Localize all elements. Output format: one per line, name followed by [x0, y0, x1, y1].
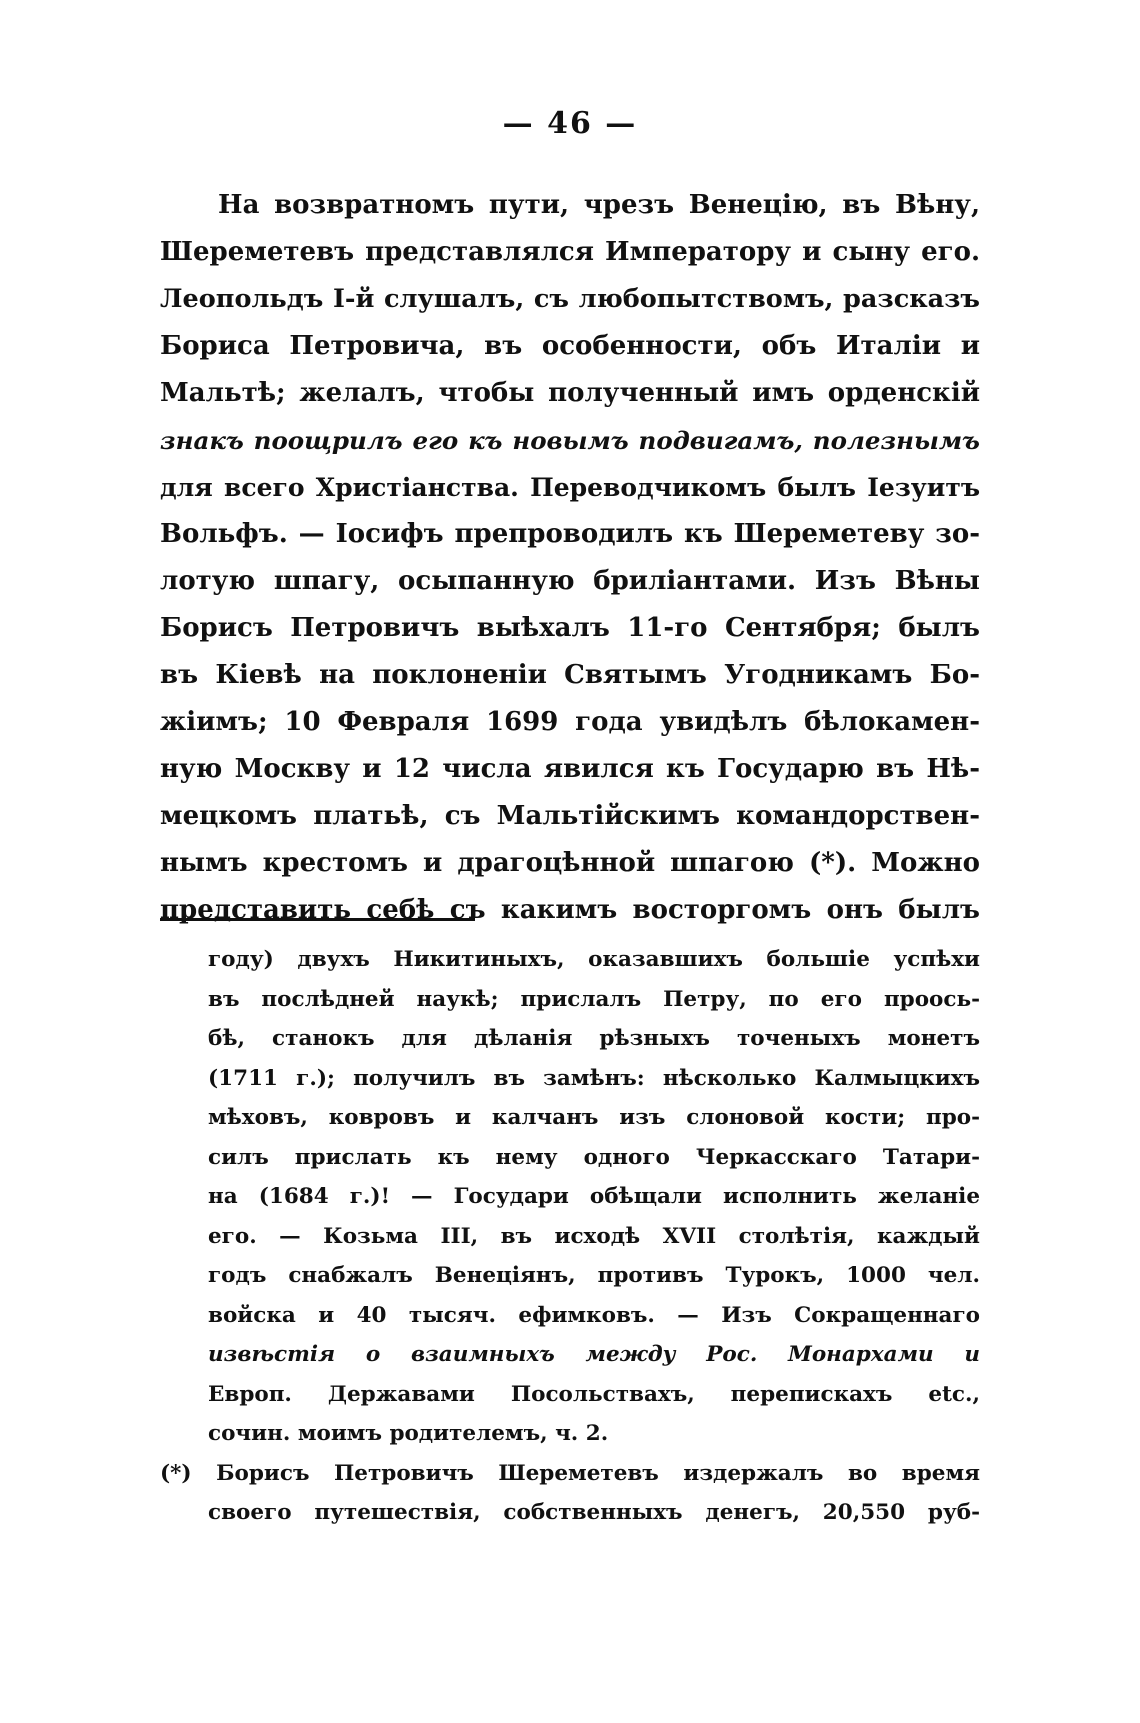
footnote-line: извѣстія о взаимныхъ между Рос. Монархами и [208, 1342, 980, 1367]
footnote-line: сочин. моимъ родителемъ, ч. 2. [208, 1421, 609, 1446]
main-text-line: лотую шпагу, осыпанную бриліантами. Изъ Вѣны [160, 566, 980, 596]
footnote-line: своего путешествія, собственныхъ денегъ, 20,550 руб- [208, 1500, 980, 1525]
main-text-line: въ Кіевѣ на поклоненіи Святымъ Угодникамъ Бо- [160, 660, 980, 690]
main-text-line: Бориса Петровича, въ особенности, объ Италіи и [160, 331, 980, 361]
footnote-line: войска и 40 тысяч. ефимковъ. — Изъ Сокращеннаго [208, 1302, 980, 1328]
footnote-line: Европ. Державами Посольствахъ, перепискахъ etc., [208, 1381, 980, 1407]
footnote-line: въ послѣдней наукѣ; прислалъ Петру, по его проось- [208, 986, 980, 1012]
main-text-line: нымъ крестомъ и драгоцѣнной шпагою (*). Можно [160, 848, 980, 878]
page-number: — 46 — [502, 106, 638, 141]
main-text-line: мецкомъ платьѣ, съ Мальтійскимъ командорствен- [160, 801, 980, 831]
footnote-line: на (1684 г.)! — Государи обѣщали исполнить желаніе [208, 1184, 980, 1209]
footnote-line: его. — Козьма III, въ исходѣ XVII столѣтія, каждый [208, 1223, 980, 1249]
footnote-line: (*) Борисъ Петровичъ Шереметевъ издержалъ во время [160, 1460, 980, 1486]
footnote-line: годъ снабжалъ Венеціянъ, противъ Турокъ, 1000 чел. [208, 1263, 980, 1288]
footnote-line: силъ прислать къ нему одного Черкасскаго Татари- [208, 1144, 980, 1170]
main-text-line: На возвратномъ пути, чрезъ Венецію, въ Вѣну, [218, 190, 980, 220]
main-text-line: представить себѣ съ какимъ восторгомъ онъ былъ [160, 895, 980, 925]
footnote-line: году) двухъ Никитиныхъ, оказавшихъ большіе успѣхи [208, 947, 980, 972]
main-text-line: знакъ поощрилъ его къ новымъ подвигамъ, полезнымъ [160, 426, 980, 455]
main-text-line: Мальтѣ; желалъ, чтобы полученный имъ орденскій [160, 378, 980, 408]
footnote-line: бѣ, станокъ для дѣланія рѣзныхъ точеныхъ монетъ [208, 1026, 980, 1051]
main-text-line: для всего Христіанства. Переводчикомъ былъ Іезуитъ [160, 473, 980, 502]
footnote-separator-rule [160, 918, 475, 921]
footnote-line: мѣховъ, ковровъ и калчанъ изъ слоновой кости; про- [208, 1105, 980, 1130]
main-text-line: Борисъ Петровичъ выѣхалъ 11-го Сентября; былъ [160, 613, 980, 643]
footnote-line: (1711 г.); получилъ въ замѣнъ: нѣсколько Калмыцкихъ [208, 1065, 980, 1091]
main-text-line: жіимъ; 10 Февраля 1699 года увидѣлъ бѣлокамен- [160, 707, 980, 737]
main-text-line: ную Москву и 12 числа явился къ Государю въ Нѣ- [160, 754, 980, 784]
main-text [160, 182, 980, 934]
main-text-line: Леопольдъ I-й слушалъ, съ любопытствомъ, разсказъ [160, 284, 980, 314]
main-text-line: Шереметевъ представлялся Императору и сыну его. [160, 237, 980, 267]
footnotes [160, 940, 980, 1533]
main-text-line: Вольфъ. — Іосифъ препроводилъ къ Шереметеву зо- [160, 519, 980, 549]
